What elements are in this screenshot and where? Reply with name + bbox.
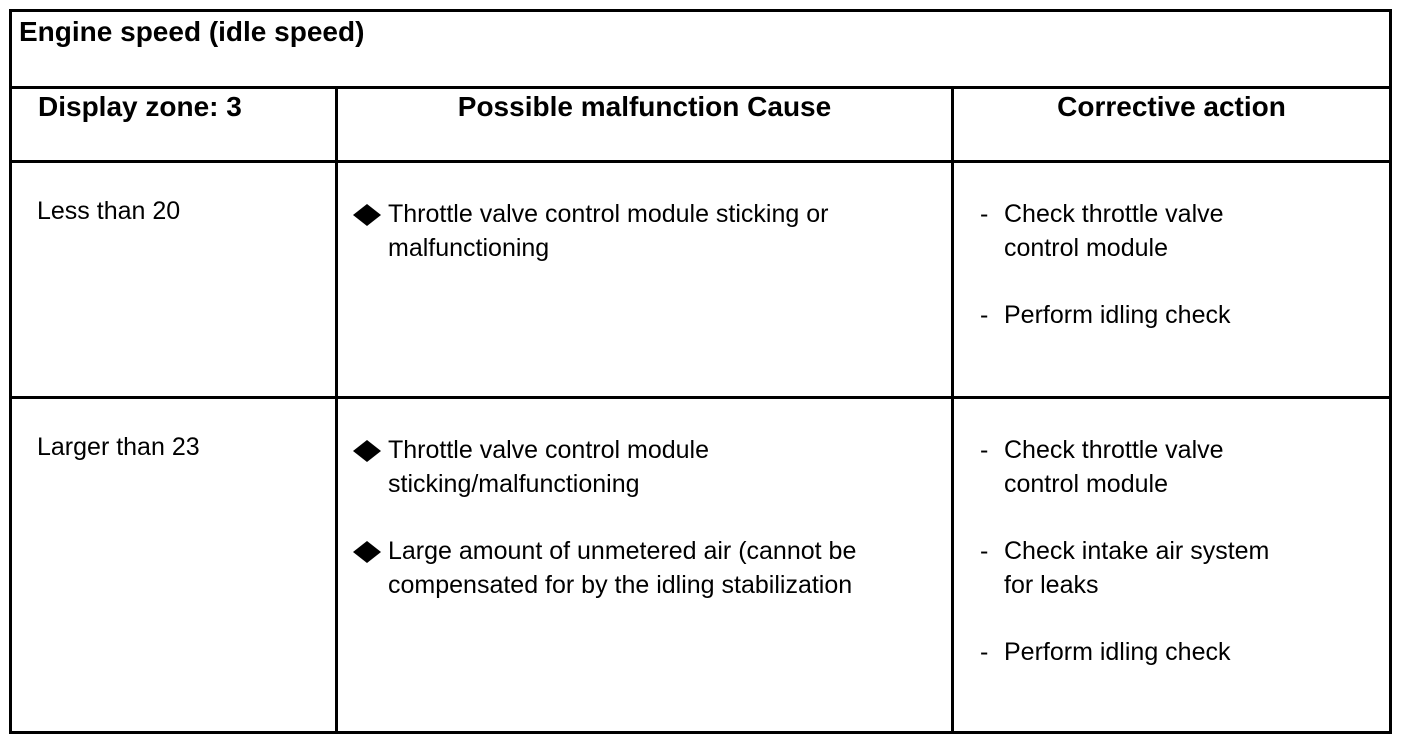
- dash-marker: -: [980, 301, 989, 329]
- dash-marker: -: [980, 200, 989, 228]
- diamond-bullet-icon: [353, 440, 381, 462]
- zone-cell: [12, 163, 338, 396]
- cause-list: [351, 197, 941, 298]
- column-header-cause: Possible malfunction Cause: [457, 91, 832, 122]
- action-item: [979, 298, 1279, 332]
- table-row: [12, 399, 1389, 731]
- action-item: [979, 635, 1279, 669]
- header-row: [12, 89, 1389, 163]
- action-text: Check intake air system for leaks: [1004, 537, 1270, 599]
- cause-item: [351, 534, 941, 602]
- action-item: [979, 534, 1279, 602]
- dash-marker: -: [980, 537, 989, 565]
- cause-text: Throttle valve control module sticking or malfunctioning: [388, 200, 829, 262]
- cause-text: Throttle valve control module sticking/malfunctioning: [388, 436, 709, 498]
- action-item: [979, 433, 1279, 501]
- action-text: Check throttle valve control module: [1004, 200, 1224, 262]
- header-cell-action: [954, 89, 1389, 160]
- column-header-action: Corrective action: [1057, 91, 1286, 122]
- diamond-bullet-icon: [353, 541, 381, 563]
- dash-marker: -: [980, 436, 989, 464]
- zone-value: Less than 20: [37, 197, 181, 225]
- zone-cell: [12, 399, 338, 731]
- action-text: Perform idling check: [1004, 301, 1231, 329]
- action-cell: [954, 163, 1389, 396]
- cause-text: Large amount of unmetered air (cannot be compensated for by the idling stabilization: [388, 537, 857, 599]
- cause-cell: [338, 163, 954, 396]
- zone-value: Larger than 23: [37, 433, 200, 461]
- diamond-bullet-icon: [353, 204, 381, 226]
- title-row: [12, 12, 1389, 89]
- action-text: Perform idling check: [1004, 638, 1231, 666]
- header-cell-cause: [338, 89, 954, 160]
- cause-cell: [338, 399, 954, 731]
- action-list: [979, 433, 1279, 702]
- table-title: Engine speed (idle speed): [19, 16, 365, 47]
- action-text: Check throttle valve control module: [1004, 436, 1224, 498]
- table-frame: [9, 9, 1392, 734]
- table-row: [12, 163, 1389, 399]
- cause-list: [351, 433, 941, 635]
- column-header-zone: Display zone: 3: [38, 91, 242, 122]
- cause-item: [351, 433, 941, 501]
- action-cell: [954, 399, 1389, 731]
- cause-item: [351, 197, 941, 265]
- header-cell-zone: [12, 89, 338, 160]
- action-item: [979, 197, 1279, 265]
- dash-marker: -: [980, 638, 989, 666]
- action-list: [979, 197, 1279, 365]
